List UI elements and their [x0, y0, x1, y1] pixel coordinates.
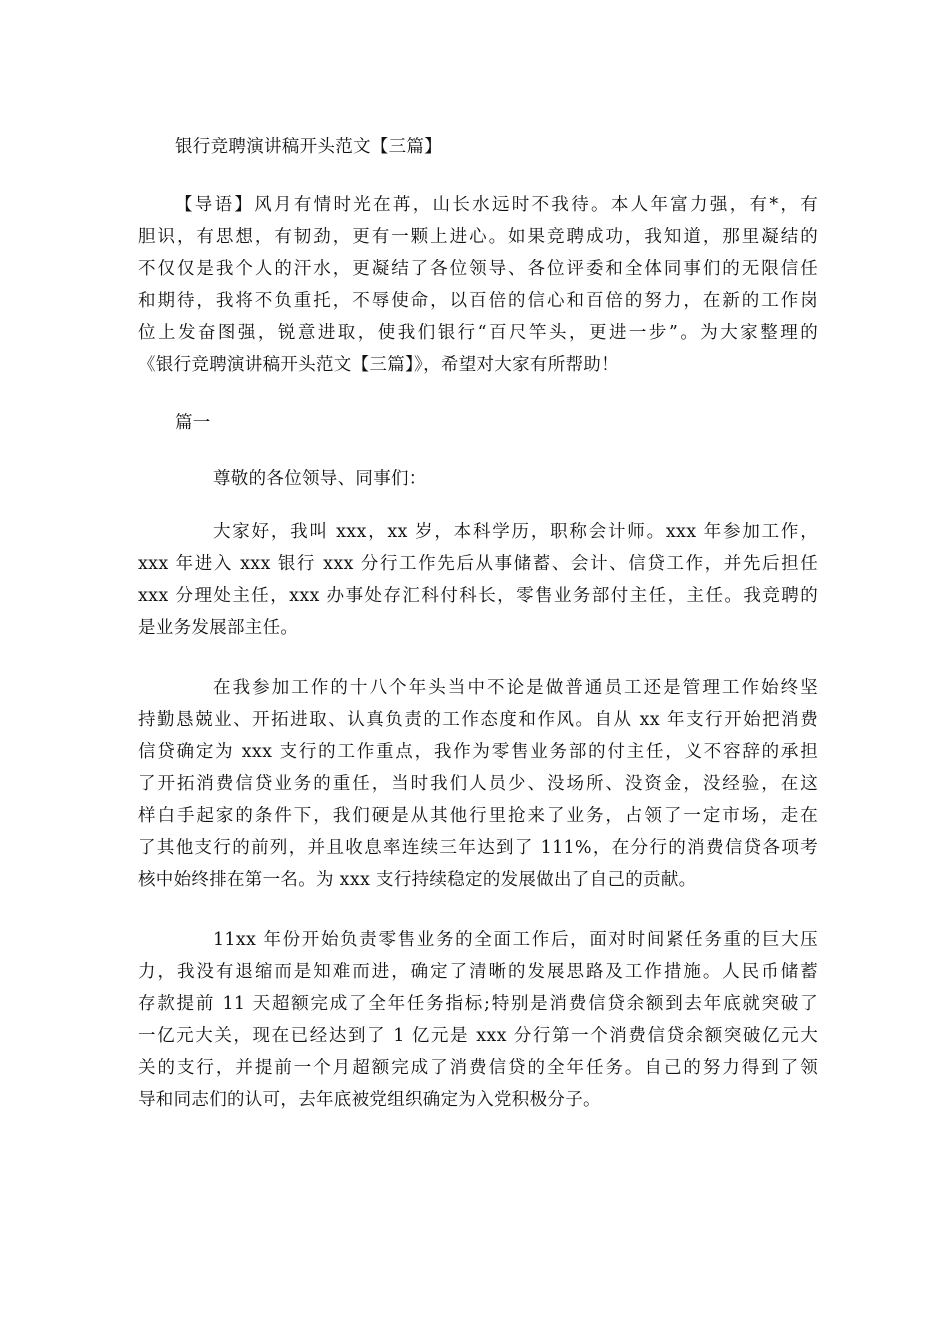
paragraph-line: 一亿元大关，现在已经达到了 1 亿元是 xxx 分行第一个消费信贷余额突破亿元大	[138, 1026, 818, 1046]
paragraph-line: 关的支行，并提前一个月超额完成了消费信贷的全年任务。自己的努力得到了领	[138, 1058, 818, 1078]
paragraph-line: 信贷确定为 xxx 支行的工作重点，我作为零售业务部的付主任，义不容辞的承担	[138, 742, 818, 762]
paragraph-line: xxx 分理处主任，xxx 办事处存汇科付科长，零售业务部付主任，主任。我竞聘的	[138, 586, 818, 606]
paragraph-line: 11xx 年份开始负责零售业务的全面工作后，面对时间紧任务重的巨大压	[213, 930, 818, 950]
paragraph-line: 是业务发展部主任。	[138, 618, 299, 638]
paragraph-line: 了其他支行的前列，并且收息率连续三年达到了 111%，在分行的消费信贷各项考	[138, 838, 818, 858]
intro-line: 胆识，有思想，有韧劲，更有一颗上进心。如果竞聘成功，我知道，那里凝结的	[138, 227, 818, 247]
title-text: 银行竞聘演讲稿开头范文【三篇】	[175, 137, 442, 157]
paragraph-line: 大家好，我叫 xxx，xx 岁，本科学历，职称会计师。xxx 年参加工作，	[213, 522, 818, 542]
paragraph-line: xxx 年进入 xxx 银行 xxx 分行工作先后从事储蓄、会计、信贷工作，并先后担任	[138, 554, 818, 574]
paragraph-line: 导和同志们的认可，去年底被党组织确定为入党积极分子。	[138, 1090, 601, 1110]
paragraph-line: 存款提前 11 天超额完成了全年任务指标;特别是消费信贷余额到去年底就突破了	[138, 994, 818, 1014]
section-heading	[175, 407, 855, 439]
paragraph-line: 了开拓消费信贷业务的重任，当时我们人员少、没场所、没资金，没经验，在这	[138, 774, 818, 794]
intro-line: 位上发奋图强，锐意进取，使我们银行“百尺竿头，更进一步”。为大家整理的	[138, 323, 818, 343]
paragraph-line: 力，我没有退缩而是知难而进，确定了清晰的发展思路及工作措施。人民币储蓄	[138, 962, 818, 982]
section-heading-text: 篇一	[175, 413, 211, 433]
intro-line: 《银行竞聘演讲稿开头范文【三篇】》，希望对大家有所帮助！	[138, 355, 619, 375]
salutation	[213, 463, 893, 495]
intro-line: 不仅仅是我个人的汗水，更凝结了各位领导、各位评委和全体同事们的无限信任	[138, 259, 818, 279]
paragraph-2	[138, 672, 818, 896]
intro-line: 和期待，我将不负重托，不辱使命，以百倍的信心和百倍的努力，在新的工作岗	[138, 291, 818, 311]
paragraph-1	[138, 516, 818, 644]
salutation-text: 尊敬的各位领导、同事们：	[213, 469, 427, 489]
intro-line: 【导语】风月有情时光在苒，山长水远时不我待。本人年富力强，有*，有	[175, 195, 818, 215]
paragraph-line: 在我参加工作的十八个年头当中不论是做普通员工还是管理工作始终坚	[213, 678, 818, 698]
paragraph-line: 核中始终排在第一名。为 xxx 支行持续稳定的发展做出了自己的贡献。	[138, 870, 697, 890]
intro-paragraph	[138, 189, 818, 381]
paragraph-line: 样白手起家的条件下，我们硬是从其他行里抢来了业务，占领了一定市场，走在	[138, 806, 818, 826]
document-title	[175, 131, 855, 163]
paragraph-line: 持勤恳兢业、开拓进取、认真负责的工作态度和作风。自从 xx 年支行开始把消费	[138, 710, 818, 730]
paragraph-3	[138, 924, 818, 1116]
